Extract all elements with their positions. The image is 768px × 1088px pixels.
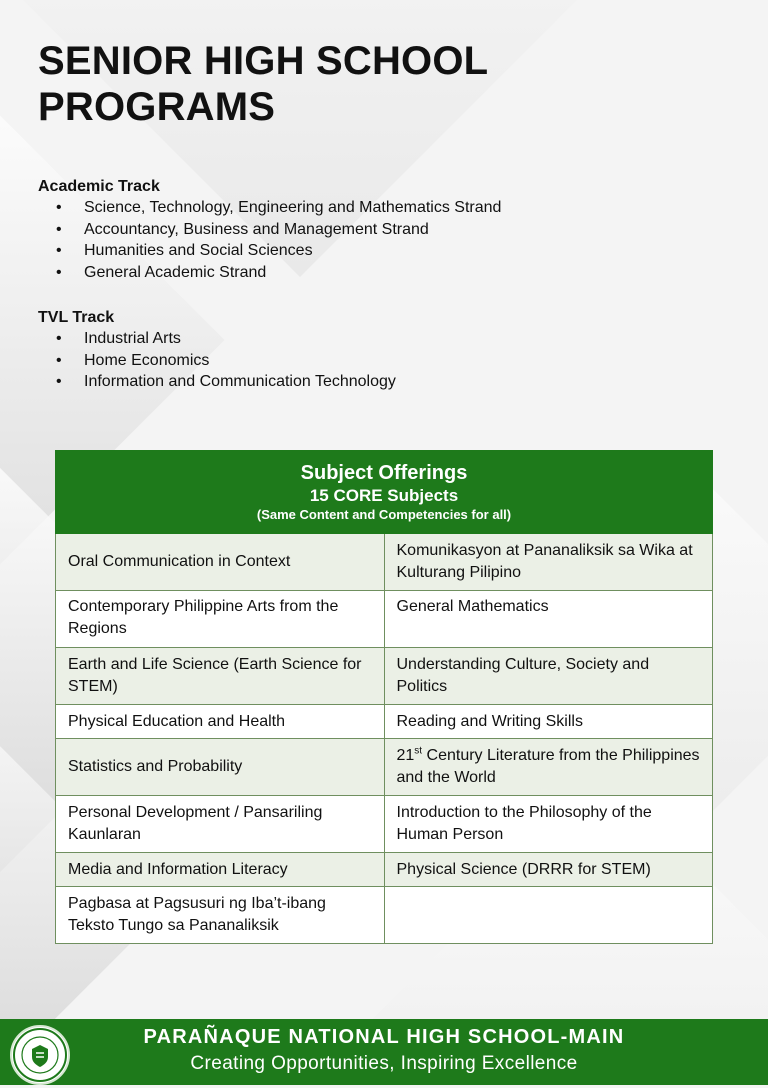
table-row (56, 796, 713, 853)
table-row (56, 591, 713, 648)
page-title-line-2: PROGRAMS (38, 85, 276, 129)
table-cell: Media and Information Literacy (56, 853, 385, 887)
table-row (56, 739, 713, 796)
table-heading: Subject Offerings (300, 462, 468, 484)
list-item: • General Academic Strand (38, 262, 501, 284)
academic-track-list (38, 197, 501, 283)
table-cell-literature (384, 739, 713, 796)
literature-superscript: st (414, 745, 423, 757)
table-row (56, 648, 713, 705)
table-row (56, 534, 713, 591)
school-motto: Creating Opportunities, Inspiring Excellence (190, 1053, 578, 1074)
list-item: • Industrial Arts (38, 328, 396, 350)
academic-track-heading: Academic Track (38, 178, 160, 195)
table-row (56, 853, 713, 887)
table-cell: Komunikasyon at Pananaliksik sa Wika at Kulturang Pilipino (384, 534, 713, 591)
list-item: • Accountancy, Business and Management Strand (38, 219, 501, 241)
table-row (56, 887, 713, 944)
tvl-track-list (38, 328, 396, 393)
literature-prefix: 21 (396, 747, 415, 764)
table-note: (Same Content and Competencies for all) (256, 507, 512, 522)
page-title (38, 38, 658, 130)
tvl-track-heading: TVL Track (38, 309, 115, 326)
footer-banner (0, 1019, 768, 1085)
table-header (56, 451, 713, 534)
table-cell-empty (384, 887, 713, 944)
table-cell: Pagbasa at Pagsusuri ng Iba’t-ibang Teksto Tungo sa Pananaliksik (56, 887, 385, 944)
school-name: PARAÑAQUE NATIONAL HIGH SCHOOL-MAIN (143, 1026, 625, 1048)
table-subheading: 15 CORE Subjects (309, 486, 459, 505)
table-cell: Contemporary Philippine Arts from the Regions (56, 591, 385, 648)
list-item: • Science, Technology, Engineering and Mathematics Strand (38, 197, 501, 219)
table-cell: Physical Science (DRRR for STEM) (384, 853, 713, 887)
table-cell: Understanding Culture, Society and Politics (384, 648, 713, 705)
tvl-track (38, 308, 396, 393)
literature-rest: Century Literature from the Philippines and the World (396, 747, 700, 786)
page-title-line-1: SENIOR HIGH SCHOOL (38, 39, 489, 83)
table-cell: Physical Education and Health (56, 705, 385, 739)
table-cell: Introduction to the Philosophy of the Human Person (384, 796, 713, 853)
table-row (56, 705, 713, 739)
table-cell: Reading and Writing Skills (384, 705, 713, 739)
table-cell: General Mathematics (384, 591, 713, 648)
table-cell: Earth and Life Science (Earth Science for STEM) (56, 648, 385, 705)
list-item: • Humanities and Social Sciences (38, 240, 501, 262)
table-cell: Personal Development / Pansariling Kaunlaran (56, 796, 385, 853)
table-cell: Statistics and Probability (56, 739, 385, 796)
table-cell: Oral Communication in Context (56, 534, 385, 591)
list-item: • Information and Communication Technology (38, 371, 396, 393)
academic-track (38, 177, 501, 283)
subject-offerings-table (55, 450, 713, 944)
list-item: • Home Economics (38, 350, 396, 372)
